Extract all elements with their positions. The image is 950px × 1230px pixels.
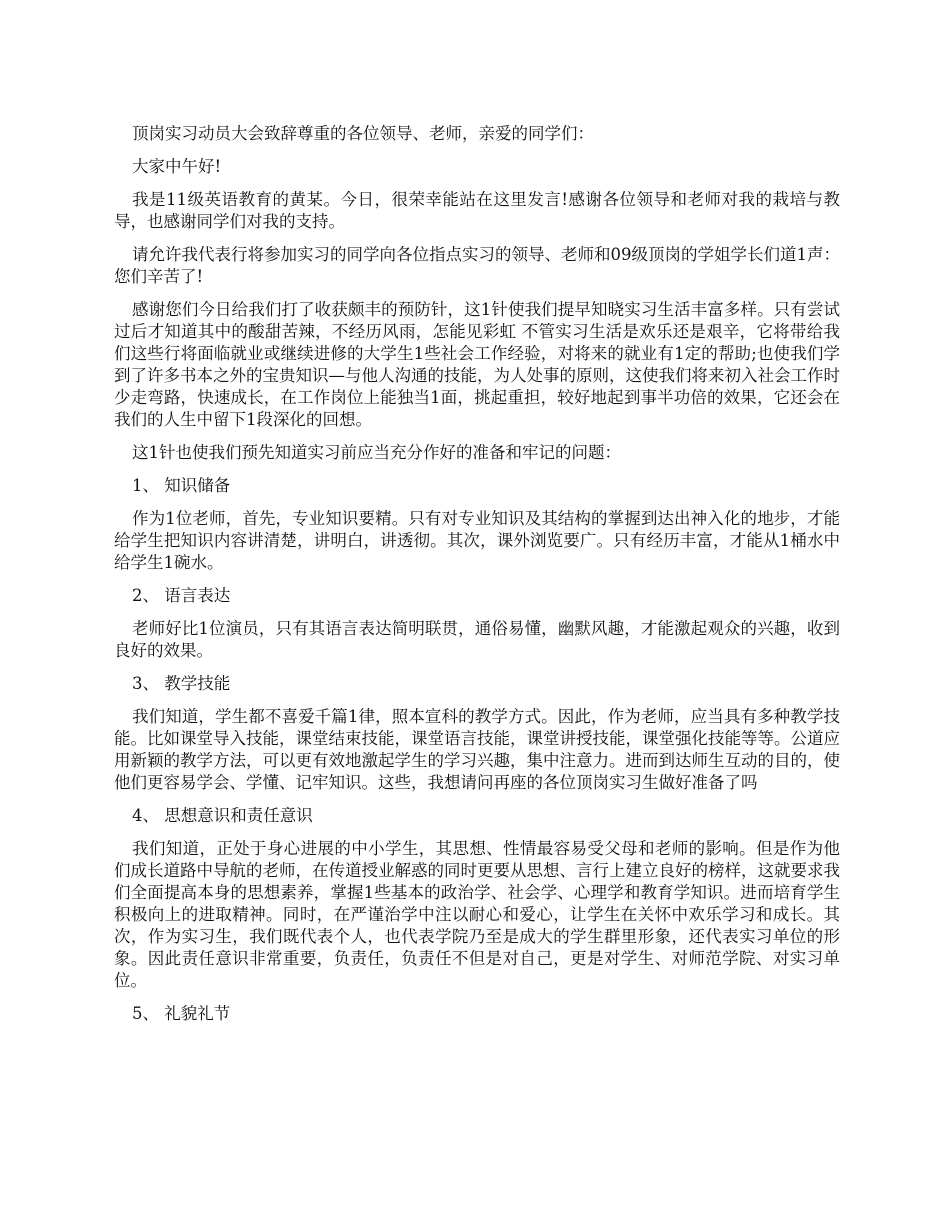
section-heading: 5、 礼貌礼节 bbox=[132, 1004, 231, 1023]
paragraph-greeting: 大家中午好! bbox=[132, 157, 222, 176]
paragraph: 我们知道，正处于身心进展的中小学生，其思想、性情最容易受父母和老师的影响。但是作为他们成长道路中导航的老师，在传道授业解惑的同时更要从思想、言行上建立良好的榜样，这就要求我们全面提高本身的思想素养，掌握1些基本的政治学、社会学、心理学和教育学知识。进而培育学生积极向上的进取精神。同时，在严谨治学中注以耐心和爱心，让学生在关怀中欢乐学习和成长。其次，作为实习生，我们既代表个人，也代表学院乃至是成大的学生群里形象，还代表实习单位的形象。因此责任意识非常重要，负责任，负责任不但是对自己，更是对学生、对师范学院、对实习单位。 bbox=[114, 839, 840, 990]
paragraph: 感谢您们今日给我们打了收获颇丰的预防针，这1针使我们提早知晓实习生活丰富多样。只有尝试过后才知道其中的酸甜苦辣，不经历风雨，怎能见彩虹 不管实习生活是欢乐还是艰辛，它将带给我们这些行将面临就业或继续进修的大学生1些社会工作经验，对将来的就业有1定的帮助;也使我们学到了许多书本之外的宝贵知识—与他人沟通的技能，为人处事的原则，这使我们将来初入社会工作时少走弯路，快速成长，在工作岗位上能独当1面，挑起重担，较好地起到事半功倍的效果，它还会在我们的人生中留下1段深化的回想。 bbox=[114, 300, 840, 429]
paragraph: 我是11级英语教育的黄某。今日，很荣幸能站在这里发言!感谢各位领导和老师对我的栽培与教导，也感谢同学们对我的支持。 bbox=[114, 190, 840, 231]
paragraph: 我们知道，学生都不喜爱千篇1律，照本宣科的教学方式。因此，作为老师，应当具有多种教学技能。比如课堂导入技能，课堂结束技能，课堂语言技能，课堂讲授技能，课堂强化技能等等。公道应用新颖的教学方法，可以更有效地激起学生的学习兴趣，集中注意力。进而到达师生互动的目的，使他们更容易学会、学懂、记牢知识。这些，我想请问再座的各位顶岗实习生做好准备了吗 bbox=[114, 707, 840, 792]
section-heading: 4、 思想意识和责任意识 bbox=[132, 806, 313, 825]
paragraph: 老师好比1位演员，只有其语言表达简明联贯，通俗易懂，幽默风趣，才能激起观众的兴趣，收到良好的效果。 bbox=[114, 619, 840, 660]
section-heading: 2、 语言表达 bbox=[132, 586, 231, 605]
paragraph: 请允许我代表行将参加实习的同学向各位指点实习的领导、老师和09级顶岗的学姐学长们道1声：您们辛苦了! bbox=[114, 245, 840, 286]
section-heading: 3、 教学技能 bbox=[132, 674, 231, 693]
paragraph-title: 顶岗实习动员大会致辞尊重的各位领导、老师，亲爱的同学们： bbox=[132, 124, 594, 143]
document-body bbox=[114, 123, 840, 1036]
paragraph: 这1针也使我们预先知道实习前应当充分作好的准备和牢记的问题： bbox=[132, 443, 621, 462]
paragraph: 作为1位老师，首先，专业知识要精。只有对专业知识及其结构的掌握到达出神入化的地步，才能给学生把知识内容讲清楚，讲明白，讲透彻。其次，课外浏览要广。只有经历丰富，才能从1桶水中给学生1碗水。 bbox=[114, 509, 840, 572]
section-heading: 1、 知识储备 bbox=[132, 476, 231, 495]
